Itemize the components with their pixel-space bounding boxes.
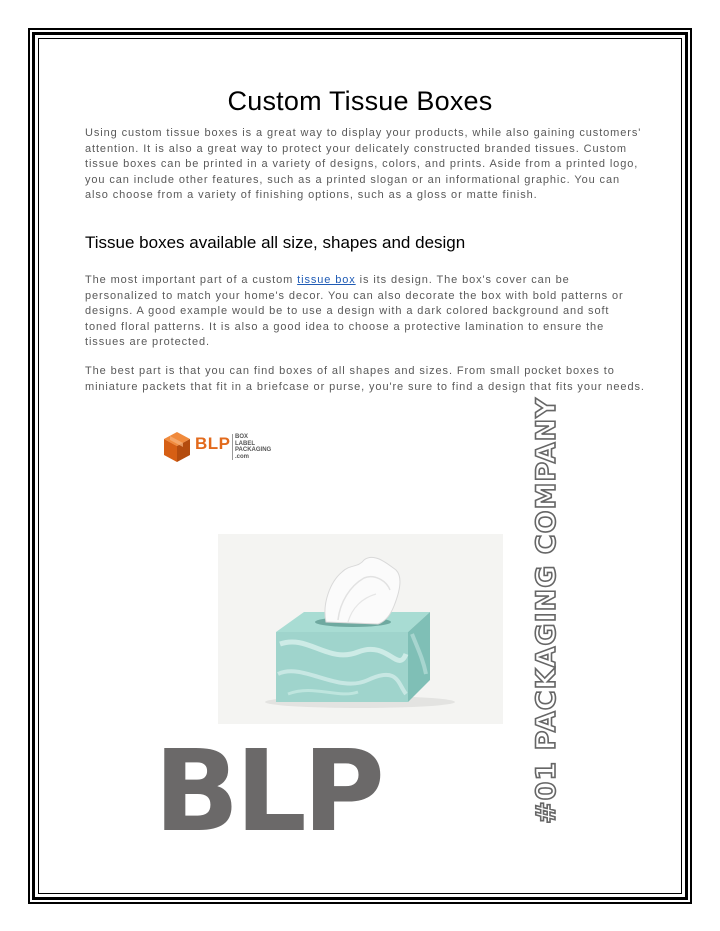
logo-subtext	[235, 434, 271, 460]
logo-sub-line: LABEL	[235, 440, 255, 447]
logo-sub-line: PACKAGING	[235, 447, 272, 453]
logo-sub-line: BOX	[235, 434, 249, 440]
vertical-tagline: #01 PACKAGING COMPANY	[531, 397, 562, 824]
logo-sub-line: .com	[235, 453, 250, 460]
blp-logo	[162, 430, 282, 464]
tissue-box-photo	[218, 534, 503, 724]
sizes-paragraph: The best part is that you can find boxes of all shapes and sizes. From small pocket boxes to miniature packets that fit in a briefcase or purse, you're sure to find a design that fits your needs.	[85, 365, 645, 393]
blp-large-letters: BLP	[154, 748, 381, 832]
logo-divider	[232, 434, 233, 460]
logo-wordmark: BLP	[195, 434, 231, 453]
intro-paragraph: Using custom tissue boxes is a great way to display your products, while also gaining customers' attention. It is also a great way to protect your delicately constructed branded tissues. Custom tissue boxes can be printed in a variety of designs, colors, and prints. Aside from a printed logo, you can include other features, such as a printed slogan or an informational graphic. You can also choose from a variety of finishing options, such as a gloss or matte finish.	[85, 127, 642, 201]
document-title: Custom Tissue Boxes	[227, 86, 493, 116]
design-paragraph-rest: is its design. The box's cover can be personalized to match your home's decor. You can also decorate the box with bold patterns or designs. A good example would be to use a design with a dark colored background and soft toned floral patterns. It is also a good idea to choose a protective lamination to ensure the tissues are protected.	[85, 274, 624, 348]
blp-large-logo	[154, 748, 394, 832]
design-paragraph	[85, 273, 645, 351]
tissue-box-image	[218, 534, 503, 724]
design-paragraph-lead: The most important part of a custom	[85, 274, 298, 286]
box-cube-icon	[162, 430, 192, 464]
section-heading: Tissue boxes available all size, shapes and design	[85, 233, 466, 252]
tissue-box-link[interactable]: tissue box	[297, 274, 356, 286]
